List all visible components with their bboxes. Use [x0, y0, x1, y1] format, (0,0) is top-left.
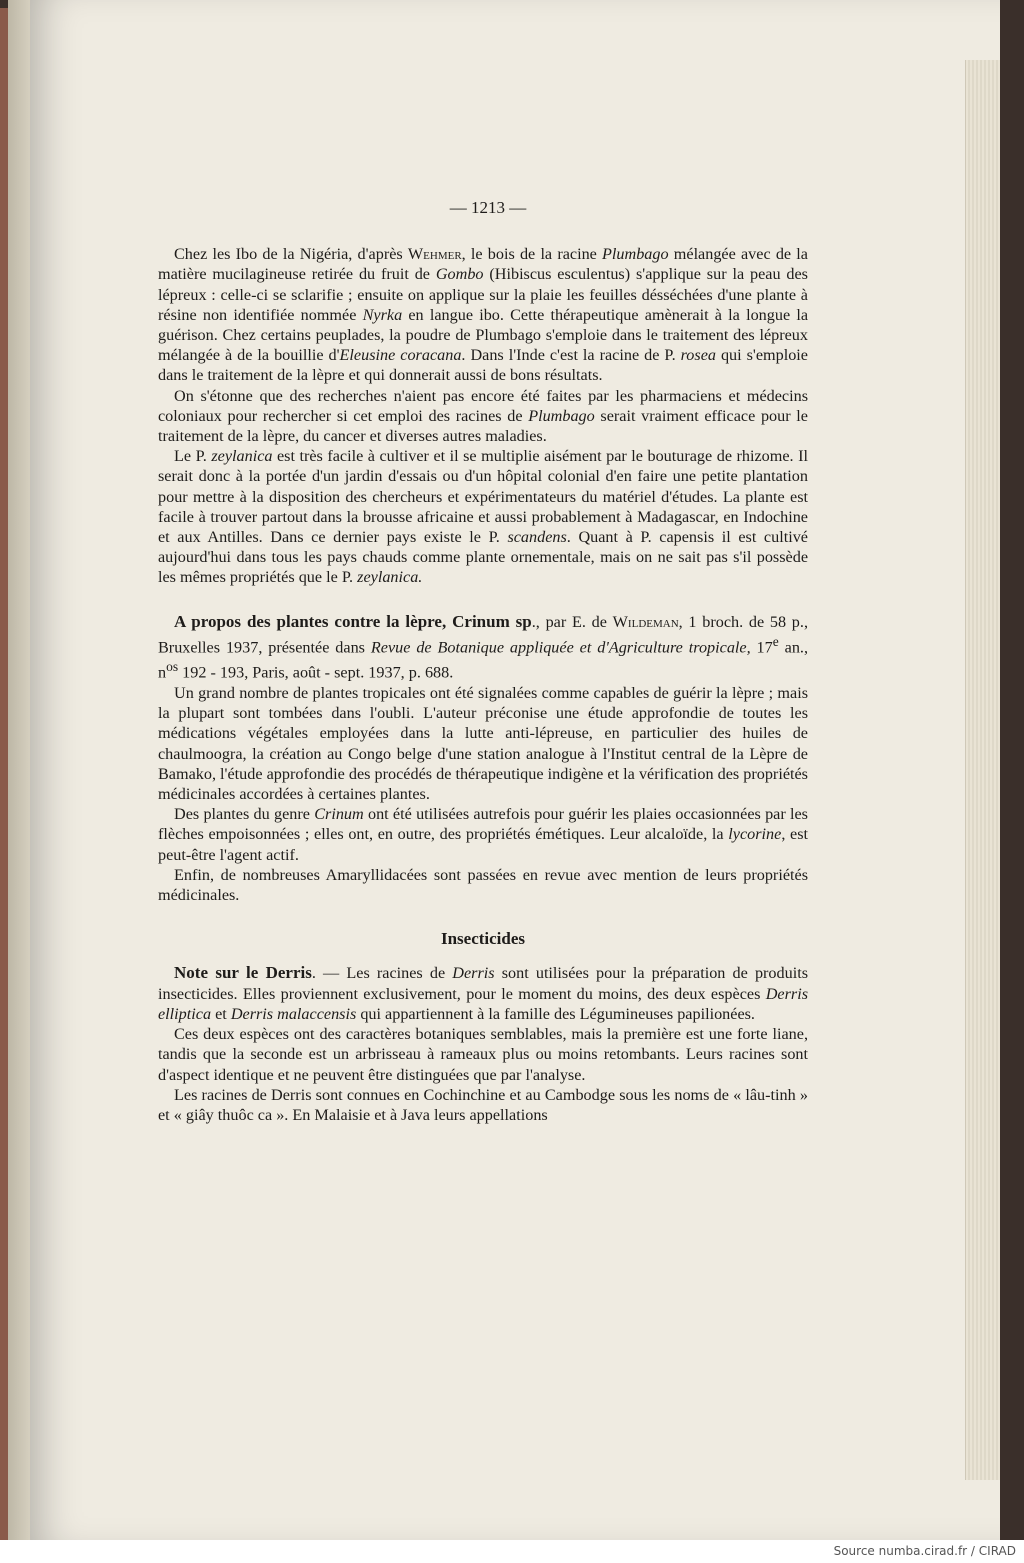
paragraph-crinum-summary: Un grand nombre de plantes tropicales ont été signalées comme capables de guérir la lèpre ; mais la plupart sont tombées dans l'oubli. L'auteur préconise une étude approfondie de toutes les médications végétales employées dans la lutte anti-lépreuse, en particulier des huiles de chaulmoogra, la création au Congo belge d'une station analogue à l'Institut central de la Lèpre de Bamako, l'étude approfondie des procédés de thérapeutique indigène et la vérification des propriétés médicinales accordées à certaines plantes. [158, 684, 808, 804]
source-credit: Source numba.cirad.fr / CIRAD [833, 1544, 1016, 1558]
section-spacer [158, 588, 808, 612]
author-name: Wehmer [407, 245, 462, 264]
paragraph-plumbago-cultivation: Le P. zeylanica est très facile à cultiver et il se multiplie aisément par le bouturage de rhizome. Il serait donc à la portée d'un jardin d'essais ou d'un hôpital colonial d'en faire une petite plantation pour mettre à la disposition des chercheurs et expérimentateurs du matériel d'études. La plante est facile à trouver partout dans la brousse africaine et aussi probablement à Madagascar, en Indochine et aux Antilles. Dans ce dernier pays existe le P. scandens. Quant à P. capensis il est cultivé aujourd'hui dans tous les pays chauds comme plante ornementale, mais on ne sait pas s'il possède les mêmes propriétés que le P. zeylanica. [158, 447, 808, 587]
source-attribution-bar [0, 1540, 1024, 1563]
author-name: Wildeman [612, 612, 679, 631]
section-spacer [158, 949, 808, 963]
section-spacer [158, 905, 808, 929]
paragraph-derris-note: Note sur le Derris. — Les racines de Derris sont utilisées pour la préparation de produits insecticides. Elles proviennent exclusivement, pour le moment du moins, des deux espèces Derris elliptica et Derris malaccensis qui appartiennent à la famille des Légumineuses papilionées. [158, 963, 809, 1023]
paragraph-plumbago-research: On s'étonne que des recherches n'aient pas encore été faites par les pharmaciens et médecins coloniaux pour rechercher si cet emploi des racines de Plumbago serait vraiment efficace pour le traitement de la lèpre, du cancer et diverses autres maladies. [158, 386, 808, 446]
page-number: — 1213 — [449, 198, 527, 217]
reference-crinum: A propos des plantes contre la lèpre, Crinum sp., par E. de Wildeman, 1 broch. de 58 p., Bruxelles 1937, présentée dans Revue de Botanique appliquée et d'Agriculture tropicale, 17e an., $n^{os}$ 192 - 193, Paris, août - sept. 1937, p. 688. [158, 611, 809, 682]
paragraph-crinum-genus: Des plantes du genre Crinum ont été utilisées autrefois pour guérir les plaies occasionnées par les flèches empoisonnées ; elles ont, en outre, des propriétés émétiques. Leur alcaloïde, la lycorine, est peut-être l'agent actif. [158, 805, 808, 864]
paragraph-derris-species: Ces deux espèces ont des caractères botaniques semblables, mais la première est une forte liane, tandis que la seconde est un arbrisseau à rameaux plus ou moins retombants. Leurs racines sont d'aspect identique et ne peuvent être distinguées que par l'analyse. [158, 1025, 808, 1084]
paragraph-derris-names: Les racines de Derris sont connues en Cochinchine et au Cambodge sous les noms de « lâu-tinh » et « giây thuôc ca ». En Malaisie et à Java leurs appellations [158, 1085, 808, 1124]
page-stack-edges [965, 60, 1000, 1480]
paragraph-plumbago-ibo: Chez les Ibo de la Nigéria, d'après Wehmer, le bois de la racine Plumbago mélangée avec de la matière mucilagineuse retirée du fruit de Gombo (Hibiscus esculentus) s'applique sur la peau des lépreux : celle-ci se sclarifie ; ensuite on applique sur la plaie les feuilles désséchées d'une plante à résine non identifiée nommée Nyrka en langue ibo. Cette thérapeutique amènerait à la longue la guérison. Chez certains peuplades, la poudre de Plumbago s'emploie dans le traitement des lépreux mélangée à de la bouillie d'Eleusine coracana. Dans l'Inde c'est la racine de P. rosea qui s'emploie dans le traitement de la lèpre et qui donnerait aussi de bons résultats. [158, 245, 809, 385]
note-title: Note sur le Derris [174, 963, 312, 983]
section-heading-insecticides: Insecticides [440, 929, 526, 949]
paragraph-crinum-amaryllidaceae: Enfin, de nombreuses Amaryllidacées sont passées en revue avec mention de leurs propriétés médicinales. [158, 865, 808, 905]
reference-title: A propos des plantes contre la lèpre, Crinum sp [174, 611, 532, 631]
page-text [158, 198, 808, 1125]
